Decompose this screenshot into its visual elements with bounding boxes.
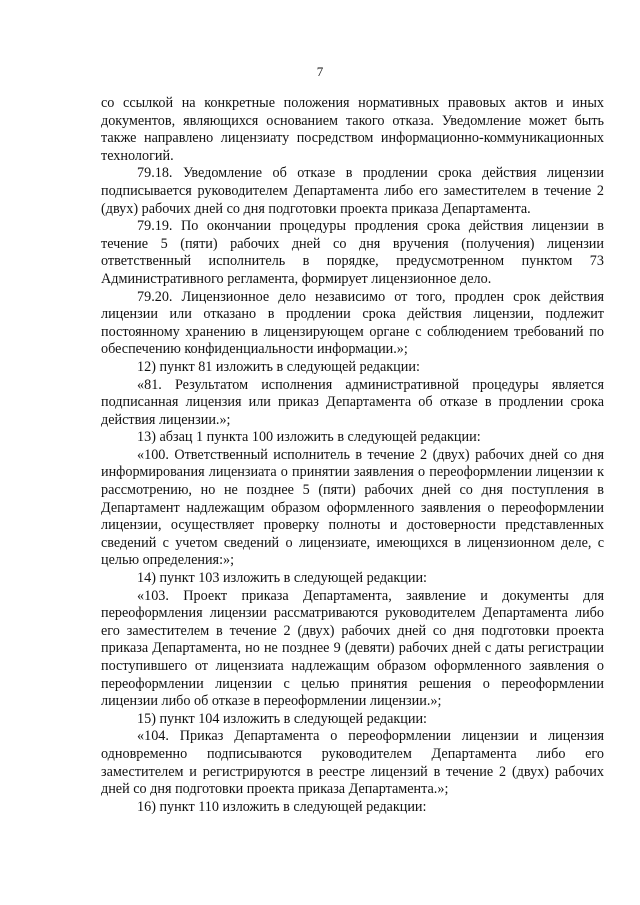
paragraph: 16) пункт 110 изложить в следующей редакции: — [137, 798, 427, 815]
paragraph: «103. Проект приказа Департамента, заявление и документы для переоформления лицензии рассматриваются руководителем Департамента либо его заместителем в течение 2 (двух) рабочих дней со дня подготовки проекта приказа Департамента, но не позднее 9 (девяти) рабочих дней с даты регистрации поступившего от лицензиата надлежащим образом оформленного заявления о переоформлении лицензии с целью принятия решения о переоформлении лицензии либо об отказе в переоформлении лицензии.»; — [101, 587, 604, 710]
page-number: 7 — [316, 64, 324, 79]
paragraph: 79.20. Лицензионное дело независимо от того, продлен срок действия лицензии или отказано в продлении срока действия лицензии, подлежит постоянному хранению в лицензирующем органе с соблюдением требований по обеспечению конфиденциальности информации.»; — [101, 288, 604, 358]
paragraph: 12) пункт 81 изложить в следующей редакции: — [137, 358, 420, 375]
paragraph: 14) пункт 103 изложить в следующей редакции: — [137, 570, 427, 587]
paragraph: 13) абзац 1 пункта 100 изложить в следующей редакции: — [137, 429, 481, 446]
paragraph: 79.19. По окончании процедуры продления срока действия лицензии в течение 5 (пяти) рабочих дней со дня вручения (получения) лицензии ответственный исполнитель в порядке, предусмотренном пунктом 73 Административного регламента, формирует лицензионное дело. — [101, 218, 604, 287]
paragraph: «100. Ответственный исполнитель в течение 2 (двух) рабочих дней со дня информирования лицензиата о принятии заявления о переоформлении лицензии к рассмотрению, но не позднее 5 (пяти) рабочих дней со дня поступления в Департамент надлежащим образом оформленного заявления о переоформлении лицензии, осуществляет проверку полноты и достоверности представленных сведений с учетом сведений о лицензиате, имеющихся в лицензионном деле, с целью определения:»; — [101, 446, 604, 569]
paragraph: 15) пункт 104 изложить в следующей редакции: — [137, 710, 427, 727]
paragraph: «104. Приказ Департамента о переоформлении лицензии и лицензия одновременно подписываются руководителем Департамента либо его заместителем и регистрируются в реестре лицензий в течение 2 (двух) рабочих дней со дня подготовки проекта приказа Департамента.»; — [101, 728, 604, 798]
paragraph: со ссылкой на конкретные положения нормативных правовых актов и иных документов, являющихся основанием такого отказа. Уведомление может быть также направлено лицензиату посредством информационно-коммуникационных технологий. — [101, 95, 604, 164]
paragraph: «81. Результатом исполнения административной процедуры является подписанная лицензия или приказ Департамента об отказе в продлении срока действия лицензии.»; — [101, 376, 604, 428]
document-body — [101, 95, 604, 816]
paragraph: 79.18. Уведомление об отказе в продлении срока действия лицензии подписывается руководителем Департамента либо его заместителем в течение 2 (двух) рабочих дней со дня подготовки проекта приказа Департамента. — [101, 165, 604, 217]
